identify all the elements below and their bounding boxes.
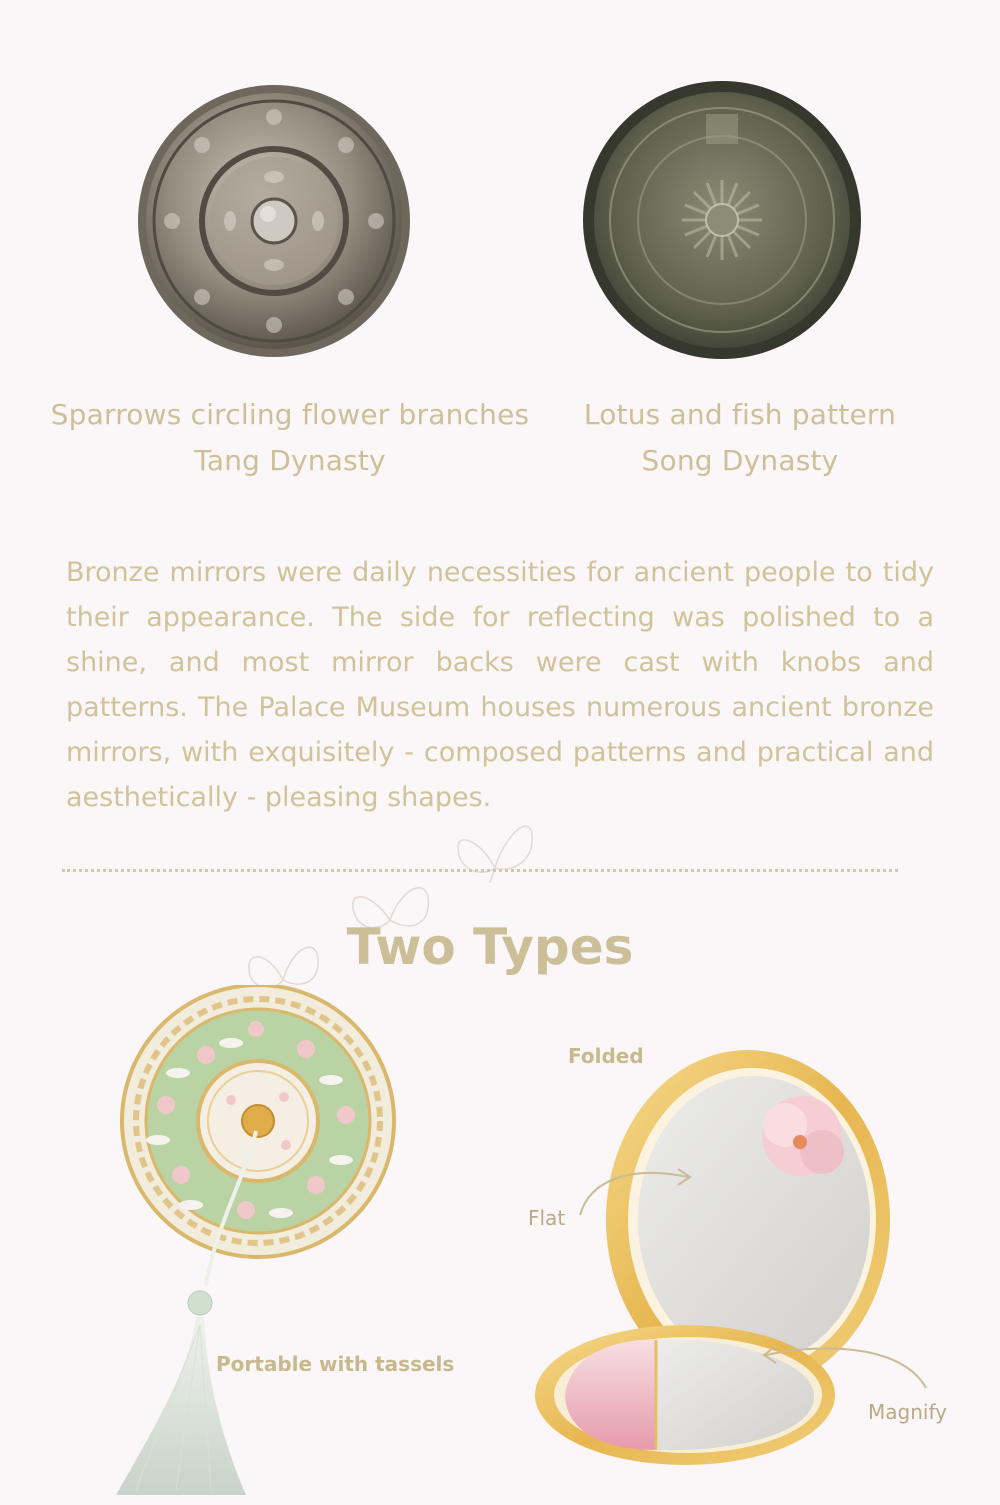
- flat-label: Flat: [528, 1206, 566, 1230]
- tang-mirror-period: Tang Dynasty: [194, 444, 386, 477]
- magnify-arrow-icon: [756, 1330, 936, 1390]
- song-bronze-mirror-image: [582, 80, 862, 360]
- butterfly-decoration-icon: [440, 798, 550, 888]
- section-title: Two Types: [346, 918, 634, 976]
- section-divider: [62, 869, 898, 872]
- tassel-mirror-label: Portable with tassels: [216, 1352, 455, 1376]
- tassel-mirror-image: [96, 985, 416, 1505]
- song-mirror-caption: [550, 392, 930, 484]
- folded-label: Folded: [568, 1044, 644, 1068]
- tang-mirror-caption: [40, 392, 540, 484]
- flat-arrow-icon: [560, 1155, 700, 1225]
- tang-bronze-mirror-image: [136, 83, 412, 359]
- folded-compact-mirror-image: [530, 1040, 910, 1490]
- song-mirror-period: Song Dynasty: [641, 444, 839, 477]
- tang-mirror-name: Sparrows circling flower branches: [50, 398, 530, 431]
- magnify-label: Magnify: [868, 1400, 947, 1424]
- description-paragraph: Bronze mirrors were daily necessities for ancient people to tidy their appearance. The side for reflecting was polished to a shine, and most mirror backs were cast with knobs and patterns. The Palace Museum houses numerous ancient bronze mirrors, with exquisitely - composed patterns and practical and aesthetically - pleasing shapes.: [66, 557, 934, 813]
- song-mirror-name: Lotus and fish pattern: [583, 398, 897, 431]
